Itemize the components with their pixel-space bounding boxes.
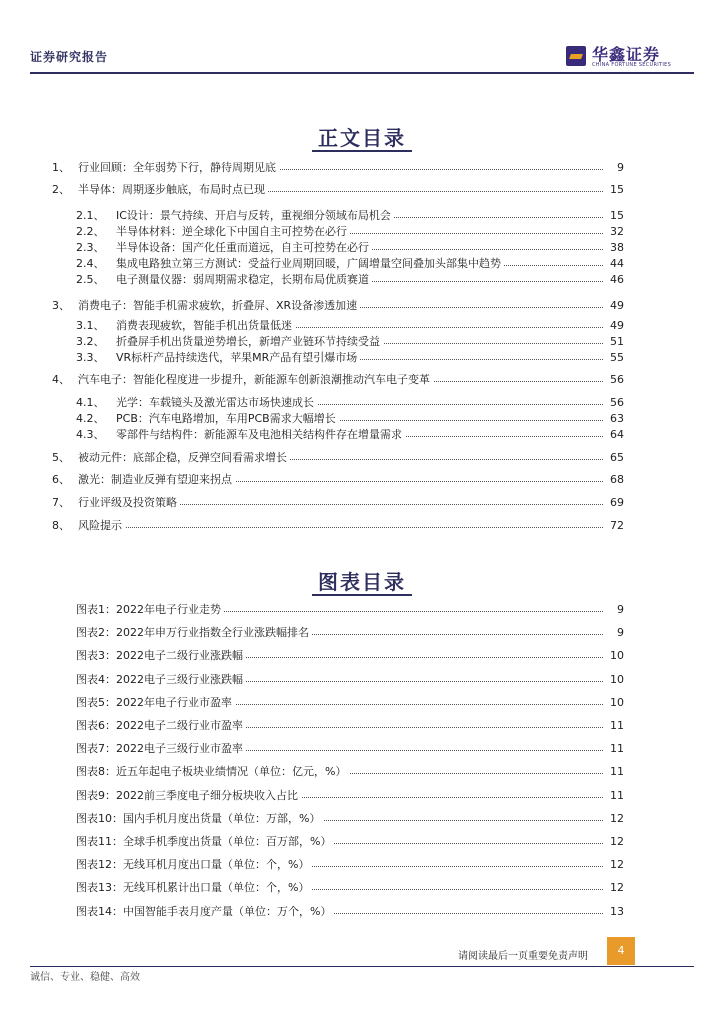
toc-entry[interactable] — [0, 350, 724, 366]
toc-entry[interactable] — [0, 224, 724, 240]
toc-entry[interactable] — [0, 372, 724, 388]
toc-entry[interactable] — [0, 298, 724, 314]
figure-entry[interactable] — [0, 857, 724, 873]
toc-entry[interactable] — [0, 495, 724, 511]
figure-entry-text: 图表14：中国智能手表月度产量（单位：万个，%） — [76, 904, 334, 920]
toc-entry-page: 44 — [610, 257, 624, 270]
toc-entry-text: 折叠屏手机出货量逆势增长，新增产业链环节持续受益 — [116, 334, 383, 350]
figure-entry-page: 12 — [610, 835, 624, 848]
toc-entry-page: 63 — [610, 412, 624, 425]
toc-entry-page: 69 — [610, 496, 624, 509]
toc-entry[interactable] — [0, 450, 724, 466]
figure-entry-page: 10 — [610, 672, 624, 686]
toc-entry[interactable] — [0, 160, 724, 176]
toc-entry-number: 2.3、 — [76, 241, 105, 254]
toc-entry-number: 8、 — [52, 519, 70, 532]
toc-entry[interactable] — [0, 240, 724, 256]
toc-entry-number: 4.2、 — [76, 412, 105, 425]
toc-entry-text: 消费表现疲软，智能手机出货量低迷 — [116, 318, 295, 334]
toc-leader-dots — [78, 527, 603, 528]
toc-entry-page: 56 — [610, 373, 624, 386]
toc-entry-text: 汽车电子：智能化程度进一步提升，新能源车创新浪潮推动汽车电子变革 — [78, 372, 433, 388]
toc-entry[interactable] — [0, 208, 724, 224]
brand-logo — [566, 42, 696, 72]
toc-entry-number: 2.2、 — [76, 225, 105, 238]
toc-entry-page: 9 — [617, 161, 624, 174]
toc-section — [0, 122, 724, 151]
toc-entry-number: 3.3、 — [76, 351, 105, 364]
figure-entry-page: 11 — [610, 742, 624, 756]
figure-entry-text: 图表5：2022年电子行业市盈率 — [76, 695, 235, 711]
figures-title-underline — [312, 594, 412, 596]
toc-entry-page: 68 — [610, 473, 624, 486]
toc-entry-page: 72 — [610, 519, 624, 532]
figure-entry[interactable] — [0, 672, 724, 688]
figure-entry[interactable] — [0, 834, 724, 850]
toc-entry-page: 64 — [610, 428, 624, 441]
figure-entry[interactable] — [0, 904, 724, 920]
toc-entry-page: 55 — [610, 351, 624, 364]
figure-entry-page: 11 — [610, 719, 624, 732]
toc-entry-page: 32 — [610, 225, 624, 238]
toc-entry[interactable] — [0, 334, 724, 350]
toc-entry[interactable] — [0, 272, 724, 288]
footer-slogan: 诚信、专业、稳健、高效 — [30, 972, 140, 983]
figure-entry-page: 10 — [610, 695, 624, 709]
toc-title-underline — [312, 150, 412, 152]
toc-entry[interactable] — [0, 256, 724, 272]
figure-entry-text: 图表11：全球手机季度出货量（单位：百万部，%） — [76, 834, 334, 850]
toc-entry-page: 49 — [610, 299, 624, 312]
figure-entry-text: 图表3：2022电子二级行业涨跌幅 — [76, 648, 246, 664]
toc-entry-text: 电子测量仪器：弱周期需求稳定，长期布局优质赛道 — [116, 272, 372, 288]
figure-entry[interactable] — [0, 602, 724, 618]
toc-title: 正文目录 — [318, 126, 406, 150]
header-divider — [30, 72, 694, 74]
toc-entry-text: PCB：汽车电路增加，车用PCB需求大幅增长 — [116, 411, 339, 427]
figure-entry[interactable] — [0, 741, 724, 757]
figure-entry-page: 9 — [617, 626, 624, 640]
toc-entry-number: 2.5、 — [76, 273, 105, 286]
figure-entry-text: 图表9：2022前三季度电子细分板块收入占比 — [76, 788, 301, 804]
toc-entry-text: 半导体材料：逆全球化下中国自主可控势在必行 — [116, 224, 350, 240]
toc-entry-text: 消费电子：智能手机需求疲软，折叠屏、XR设备渗透加速 — [78, 298, 360, 314]
figure-entry-page: 11 — [610, 788, 624, 802]
figures-section — [0, 566, 724, 595]
brand-name-en: CHINA FORTUNE SECURITIES — [592, 62, 672, 68]
toc-entry-page: 65 — [610, 451, 624, 464]
toc-entry[interactable] — [0, 395, 724, 411]
figure-entry-text: 图表13：无线耳机累计出口量（单位：个，%） — [76, 880, 312, 896]
toc-entry-text: 半导体设备：国产化任重而道远，自主可控势在必行 — [116, 240, 372, 256]
figure-entry-page: 13 — [610, 904, 624, 918]
toc-entry-text: 半导体：周期逐步触底，布局时点已现 — [78, 182, 268, 198]
footer-divider — [30, 966, 694, 967]
figure-entry-text: 图表8：近五年起电子板块业绩情况（单位：亿元，%） — [76, 764, 349, 780]
figure-entry[interactable] — [0, 648, 724, 664]
toc-entry-number: 7、 — [52, 496, 70, 509]
toc-entry[interactable] — [0, 318, 724, 334]
figure-entry-page: 10 — [610, 649, 624, 663]
figure-entry[interactable] — [0, 811, 724, 827]
figure-entry-text: 图表7：2022电子三级行业市盈率 — [76, 741, 246, 757]
toc-entry-number: 3.1、 — [76, 319, 105, 332]
brand-mark-icon — [566, 46, 586, 66]
toc-entry-text: 零部件与结构件：新能源车及电池相关结构件存在增量需求 — [116, 427, 405, 443]
toc-entry-number: 4.1、 — [76, 396, 105, 409]
toc-entry-page: 46 — [610, 273, 624, 286]
figure-entry[interactable] — [0, 695, 724, 711]
toc-entry-text: 行业回顾：全年弱势下行，静待周期见底 — [78, 160, 279, 176]
toc-entry-number: 4、 — [52, 373, 70, 386]
toc-entry-text: 光学：车载镜头及激光雷达市场快速成长 — [116, 395, 317, 411]
figures-title: 图表目录 — [318, 570, 406, 594]
figure-entry-text: 图表12：无线耳机月度出口量（单位：个，%） — [76, 857, 312, 873]
figure-entry-page: 12 — [610, 811, 624, 825]
toc-entry-text: IC设计：景气持续、开启与反转，重视细分领域布局机会 — [116, 208, 394, 224]
toc-entry-number: 3、 — [52, 299, 70, 312]
report-type-label: 证券研究报告 — [30, 50, 109, 64]
figure-entry[interactable] — [0, 718, 724, 734]
toc-entry-text: 风险提示 — [78, 518, 125, 534]
toc-entry-number: 5、 — [52, 451, 70, 464]
toc-entry-number: 2.1、 — [76, 209, 105, 222]
toc-entry-page: 15 — [610, 183, 624, 196]
toc-entry-number: 2、 — [52, 183, 70, 196]
toc-entry-page: 56 — [610, 396, 624, 409]
toc-entry-text: 被动元件：底部企稳，反弹空间看需求增长 — [78, 450, 290, 466]
toc-entry-page: 51 — [610, 335, 624, 348]
toc-entry-page: 49 — [610, 319, 624, 332]
toc-entry-text: 行业评级及投资策略 — [78, 495, 180, 511]
figure-entry-text: 图表6：2022电子二级行业市盈率 — [76, 718, 246, 734]
toc-entry[interactable] — [0, 182, 724, 198]
toc-entry[interactable] — [0, 427, 724, 443]
figure-entry-page: 9 — [617, 603, 624, 616]
toc-entry-number: 1、 — [52, 161, 70, 174]
figure-entry-text: 图表2：2022年申万行业指数全行业涨跌幅排名 — [76, 625, 312, 641]
toc-entry-number: 4.3、 — [76, 428, 105, 441]
figure-entry-page: 12 — [610, 881, 624, 895]
toc-entry-page: 15 — [610, 209, 624, 222]
figure-entry[interactable] — [0, 764, 724, 780]
figure-entry[interactable] — [0, 625, 724, 641]
figure-entry-text: 图表10：国内手机月度出货量（单位：万部，%） — [76, 811, 323, 827]
figure-entry-text: 图表1：2022年电子行业走势 — [76, 602, 224, 618]
figure-entry-page: 12 — [610, 858, 624, 872]
figure-entry-text: 图表4：2022电子三级行业涨跌幅 — [76, 672, 246, 688]
figure-entry[interactable] — [0, 880, 724, 896]
toc-entry-number: 3.2、 — [76, 335, 105, 348]
disclaimer-note: 请阅读最后一页重要免责声明 — [458, 951, 588, 962]
figure-entry[interactable] — [0, 788, 724, 804]
toc-entry[interactable] — [0, 411, 724, 427]
toc-entry-number: 6、 — [52, 473, 70, 486]
brand-name-cn: 华鑫证券 — [592, 45, 661, 64]
toc-entry-text: VR标杆产品持续迭代，苹果MR产品有望引爆市场 — [116, 350, 360, 366]
toc-entry[interactable] — [0, 472, 724, 488]
toc-entry-text: 激光：制造业反弹有望迎来拐点 — [78, 472, 235, 488]
page-header — [0, 0, 724, 80]
figure-entry-page: 11 — [610, 765, 624, 779]
toc-entry-number: 2.4、 — [76, 257, 105, 270]
toc-entry[interactable] — [0, 518, 724, 534]
page-number: 4 — [607, 937, 635, 965]
toc-entry-page: 38 — [610, 241, 624, 254]
toc-entry-text: 集成电路独立第三方测试：受益行业周期回暖，广阔增量空间叠加头部集中趋势 — [116, 256, 504, 272]
